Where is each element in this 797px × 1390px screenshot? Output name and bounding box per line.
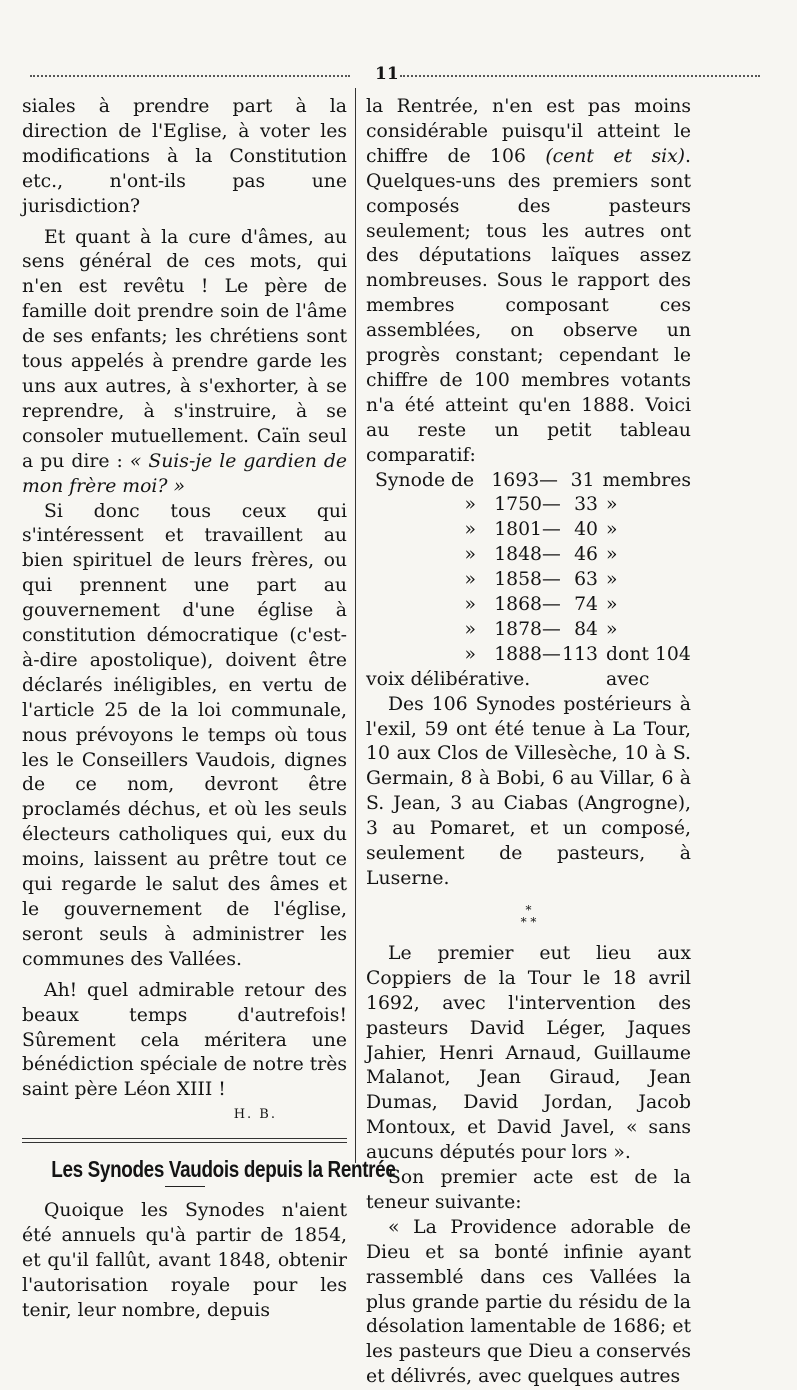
paragraph-text: . Quelques-uns des premiers sont composés des pasteurs seulement; tous les autres ont des députations laïques assez nombreuses. Sous le rapport des membres composant ces assemblées, on observe un progrès constant; cependant le chiffre de 100 membres votants n'a été atteint qu'en 1888. Voici au reste un petit tableau comparatif: bbox=[366, 145, 691, 466]
section-title: Les Synodes Vaudois depuis la Rentrée bbox=[51, 1156, 396, 1183]
table-row bbox=[366, 543, 691, 568]
paragraph: Des 106 Synodes postérieurs à l'exil, 59 ont été tenue à La Tour, 10 aux Clos de Villesèche, 10 à S. Germain, 8 à Bobi, 6 au Villar, 6 à S. Jean, 3 au Ciabas (Angrogne), 3 au Pomaret, et un composé, seulement de pasteurs, à Luserne. bbox=[366, 693, 691, 889]
italic-quote: « Suis-je le gardien de mon frère moi? » bbox=[22, 450, 347, 497]
row-note: membres bbox=[602, 469, 691, 491]
table-row bbox=[366, 618, 691, 643]
row-note: » bbox=[606, 544, 618, 566]
paragraph: siales à prendre part à la direction de l'Eglise, à voter les modifications à la Constitution etc., n'ont-ils pas une jurisdiction? bbox=[22, 96, 347, 217]
left-column bbox=[22, 95, 396, 1324]
row-dash: — bbox=[542, 494, 561, 516]
paragraph: « La Providence adorable de Dieu et sa bonté infinie ayant rassemblé dans ces Vallées la plus grande partie du résidu de la désolation lamentable de 1686; et les pasteurs que Dieu a conservés et délivrés, avec quelques autres bbox=[366, 1216, 691, 1388]
row-label: Synode de bbox=[375, 469, 475, 491]
row-dash: — bbox=[542, 544, 561, 566]
row-count: 113 bbox=[562, 643, 598, 665]
paragraph: Ah! quel admirable retour des beaux temps d'autrefois! Sûrement cela méritera une bénédiction spéciale de notre très saint père Léon XIII ! bbox=[22, 979, 347, 1101]
table-row bbox=[366, 593, 691, 618]
paragraph bbox=[22, 226, 347, 500]
paragraph: Quoique les Synodes n'aient été annuels qu'à partir de 1854, et qu'il fallût, avant 1848, obtenir l'autorisation royale pour les tenir, leur nombre, depuis bbox=[22, 1200, 347, 1321]
row-year: 1868 bbox=[494, 594, 542, 616]
title-dash bbox=[165, 1186, 205, 1187]
row-year: 1858 bbox=[494, 569, 542, 591]
table-row bbox=[366, 568, 691, 593]
row-count: 84 bbox=[574, 618, 598, 640]
italic-text: (cent et six) bbox=[545, 145, 686, 167]
row-note: » bbox=[606, 519, 618, 541]
row-note: dont 104 avec bbox=[606, 643, 691, 690]
row-dash: — bbox=[542, 569, 561, 591]
row-year: 1801 bbox=[494, 519, 542, 541]
header-rule-right bbox=[400, 75, 760, 77]
row-year: 1848 bbox=[494, 544, 542, 566]
table-row bbox=[366, 493, 691, 518]
row-count: 31 bbox=[570, 469, 595, 491]
paragraph: Le premier eut lieu aux Coppiers de la Tour le 18 avril 1692, avec l'intervention des pasteurs David Léger, Jaques Jahier, Henri Arnaud, Guillaume Malanot, Jean Giraud, Jean Dumas, David Jordan, Jacob Montoux, et David Javel, « sans aucuns députés pour lors ». bbox=[366, 942, 691, 1164]
author-signature: H. B. bbox=[233, 1107, 277, 1123]
paragraph bbox=[366, 95, 691, 469]
star-bottom: * * bbox=[520, 914, 537, 929]
row-count: 40 bbox=[574, 519, 598, 541]
page-header bbox=[30, 64, 760, 84]
row-count: 63 bbox=[574, 569, 598, 591]
row-dash: — bbox=[542, 519, 561, 541]
header-rule-left bbox=[30, 75, 350, 77]
paragraph: Son premier acte est de la teneur suivante: bbox=[366, 1167, 691, 1213]
row-label: » bbox=[464, 569, 476, 591]
row-year: 1693 bbox=[491, 469, 540, 491]
column-divider bbox=[355, 88, 356, 1163]
row-label: » bbox=[464, 519, 476, 541]
table-row bbox=[366, 469, 691, 494]
row-year: 1888 bbox=[494, 643, 542, 665]
paragraph: Si donc tous ceux qui s'intéressent et travaillent au bien spirituel de leurs frères, ou qui prennent une part au gouvernement d'une église à constitution démocratique (c'est-à-dire apostolique), doivent être déclarés inéligibles, en vertu de l'article 25 de la loi communale, nous prévoyons le temps où tous les le Conseillers Vaudois, dignes de ce nom, devront être proclamés déchus, et où les seuls électeurs catholiques qui, eux du moins, laissent au prêtre tout ce qui regarde le salut des âmes et le gouvernement de l'église, seront seuls à administrer les communes des Vallées. bbox=[22, 500, 347, 970]
row-count: 33 bbox=[574, 494, 598, 516]
row-note: » bbox=[606, 618, 618, 640]
row-label: » bbox=[464, 618, 476, 640]
section-separator bbox=[22, 1138, 347, 1143]
page-number: 11 bbox=[375, 64, 399, 84]
paragraph-text: Et quant à la cure d'âmes, au sens général de ces mots, qui n'en est revêtu ! Le père de famille doit prendre soin de l'âme de ses enfants; les chrétiens sont tous appelés à prendre garde les uns aux autres, à s'exhorter, à se reprendre, à s'instruire, à se consoler mutuellement. Caïn seul a pu dire : bbox=[22, 226, 347, 472]
row-label: » bbox=[464, 594, 476, 616]
row-count: 46 bbox=[574, 544, 598, 566]
row-note: » bbox=[606, 569, 618, 591]
row-year: 1878 bbox=[494, 618, 542, 640]
row-dash: — bbox=[539, 469, 558, 491]
row-count: 74 bbox=[574, 594, 598, 616]
row-note: » bbox=[606, 494, 618, 516]
paragraph: voix délibérative. bbox=[366, 668, 531, 690]
star-top: * bbox=[525, 902, 532, 917]
right-column bbox=[366, 95, 691, 1390]
row-dash: — bbox=[542, 594, 561, 616]
row-dash: — bbox=[542, 618, 561, 640]
signature-line bbox=[22, 1103, 347, 1128]
row-year: 1750 bbox=[494, 494, 542, 516]
row-dash: — bbox=[542, 643, 561, 665]
section-stars bbox=[366, 904, 691, 928]
paragraph-text: la Rentrée, n'en est pas moins considérable puisqu'il atteint le chiffre de 106 bbox=[366, 96, 691, 167]
row-label: » bbox=[464, 643, 476, 665]
row-note: » bbox=[606, 594, 618, 616]
row-label: » bbox=[464, 494, 476, 516]
table-row bbox=[366, 518, 691, 543]
row-label: » bbox=[464, 544, 476, 566]
